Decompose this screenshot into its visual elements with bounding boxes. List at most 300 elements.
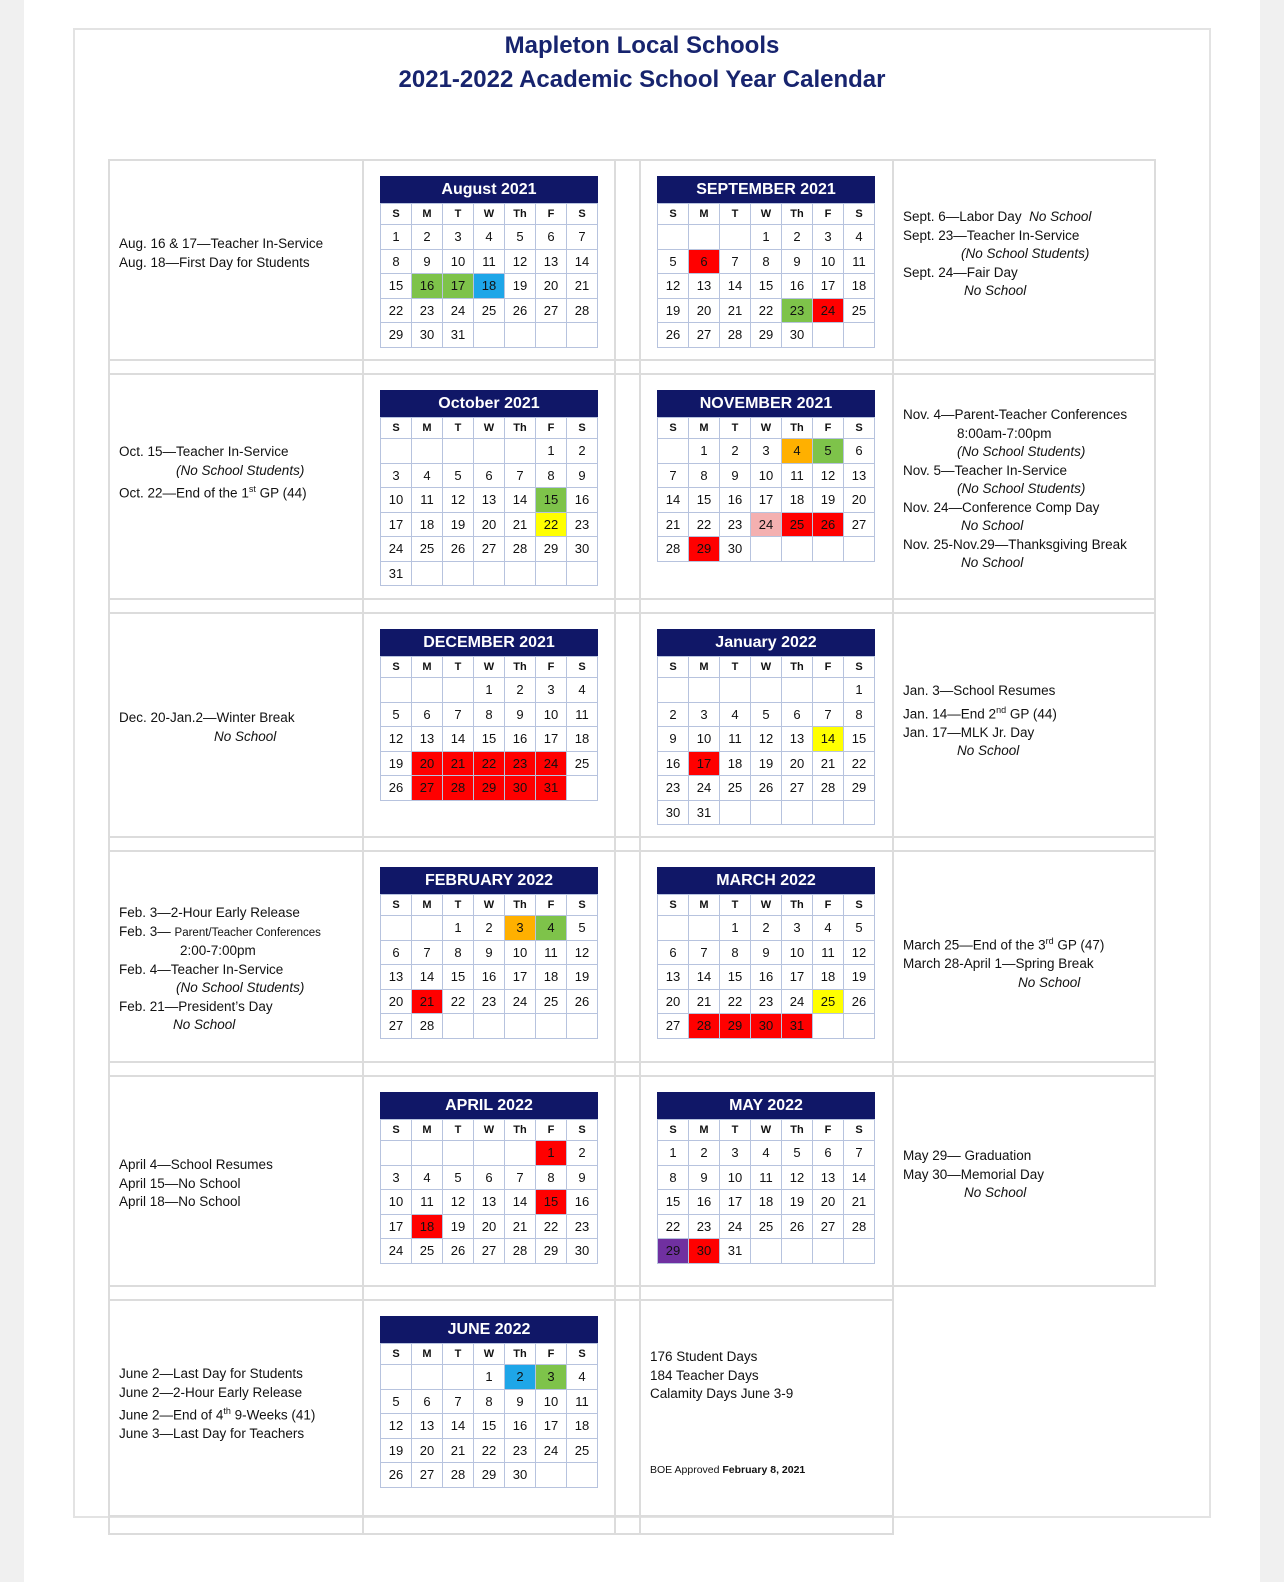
day-cell: 2 bbox=[505, 678, 536, 703]
day-cell: 14 bbox=[443, 727, 474, 752]
month-header: October 2021 bbox=[380, 390, 598, 417]
note-line: (No School Students) bbox=[176, 462, 305, 478]
empty-cell bbox=[443, 561, 474, 586]
day-cell: 19 bbox=[567, 965, 598, 990]
empty-cell bbox=[782, 678, 813, 703]
empty-cell bbox=[567, 1463, 598, 1488]
day-cell: 11 bbox=[813, 940, 844, 965]
empty-cell bbox=[412, 916, 443, 941]
day-cell: 27 bbox=[412, 776, 443, 801]
day-cell: 29 bbox=[474, 1463, 505, 1488]
day-cell: 3 bbox=[720, 1141, 751, 1166]
day-cell: 28 bbox=[443, 1463, 474, 1488]
day-cell: 26 bbox=[658, 323, 689, 348]
note-line: Nov. 5—Teacher In-Service bbox=[903, 462, 1068, 478]
day-cell: 31 bbox=[536, 776, 567, 801]
weekday-label: W bbox=[474, 895, 505, 916]
day-cell: 12 bbox=[782, 1165, 813, 1190]
day-cell: 31 bbox=[720, 1239, 751, 1264]
day-cell: 29 bbox=[658, 1239, 689, 1264]
note-line: No School bbox=[214, 728, 277, 744]
day-cell: 23 bbox=[505, 1438, 536, 1463]
day-cell: 27 bbox=[658, 1014, 689, 1039]
day-cell: 30 bbox=[720, 537, 751, 562]
day-cell: 8 bbox=[720, 940, 751, 965]
weekday-label: T bbox=[720, 1120, 751, 1141]
day-cell: 19 bbox=[844, 965, 875, 990]
note-line: March 28-April 1—Spring Break bbox=[903, 956, 1094, 971]
weekday-label: S bbox=[381, 895, 412, 916]
weekday-label: M bbox=[412, 895, 443, 916]
day-cell: 4 bbox=[751, 1141, 782, 1166]
empty-cell bbox=[381, 1365, 412, 1390]
empty-cell bbox=[412, 439, 443, 464]
note-line: No School bbox=[961, 518, 1024, 533]
day-cell: 30 bbox=[658, 800, 689, 825]
note-line: Feb. 3—2-Hour Early Release bbox=[119, 905, 300, 920]
weekday-label: F bbox=[536, 1344, 567, 1365]
empty-cell bbox=[505, 561, 536, 586]
day-cell: 7 bbox=[567, 225, 598, 250]
day-cell: 29 bbox=[720, 1014, 751, 1039]
day-cell: 4 bbox=[412, 1165, 443, 1190]
day-cell: 21 bbox=[844, 1190, 875, 1215]
day-cell: 28 bbox=[844, 1214, 875, 1239]
day-cell: 6 bbox=[474, 463, 505, 488]
grid-line bbox=[108, 612, 1156, 614]
day-cell: 20 bbox=[474, 1214, 505, 1239]
day-cell: 22 bbox=[658, 1214, 689, 1239]
empty-cell bbox=[844, 1239, 875, 1264]
empty-cell bbox=[474, 1014, 505, 1039]
day-cell: 17 bbox=[751, 488, 782, 513]
empty-cell bbox=[474, 561, 505, 586]
empty-cell bbox=[720, 678, 751, 703]
day-cell: 24 bbox=[782, 989, 813, 1014]
day-cell: 9 bbox=[720, 463, 751, 488]
weekday-label: F bbox=[813, 895, 844, 916]
day-cell: 18 bbox=[567, 727, 598, 752]
empty-cell bbox=[536, 1014, 567, 1039]
note-line bbox=[903, 932, 1104, 955]
note-line: Nov. 24—Conference Comp Day bbox=[903, 499, 1100, 515]
grid-line bbox=[108, 159, 1156, 161]
note-line: Oct. 15—Teacher In-Service bbox=[119, 444, 289, 459]
day-cell: 11 bbox=[844, 249, 875, 274]
empty-cell bbox=[505, 439, 536, 464]
day-cell: 5 bbox=[381, 1389, 412, 1414]
day-cell: 25 bbox=[412, 1239, 443, 1264]
day-cell: 6 bbox=[412, 702, 443, 727]
weekday-label: T bbox=[720, 418, 751, 439]
day-cell: 28 bbox=[505, 1239, 536, 1264]
day-cell: 17 bbox=[782, 965, 813, 990]
note-line: Calamity Days June 3-9 bbox=[650, 1386, 794, 1401]
empty-cell bbox=[813, 1014, 844, 1039]
day-cell: 3 bbox=[505, 916, 536, 941]
notes-november bbox=[903, 406, 1127, 573]
day-cell: 2 bbox=[567, 1141, 598, 1166]
day-cell: 19 bbox=[381, 1438, 412, 1463]
weekday-label: Th bbox=[782, 418, 813, 439]
day-cell: 10 bbox=[751, 463, 782, 488]
day-cell: 25 bbox=[813, 989, 844, 1014]
empty-cell bbox=[381, 439, 412, 464]
day-cell: 28 bbox=[720, 323, 751, 348]
empty-cell bbox=[844, 800, 875, 825]
month-header: DECEMBER 2021 bbox=[380, 629, 598, 656]
day-cell: 7 bbox=[505, 1165, 536, 1190]
day-cell: 10 bbox=[381, 1190, 412, 1215]
weekday-label: Th bbox=[505, 418, 536, 439]
grid-line bbox=[1154, 159, 1156, 1287]
day-cell: 1 bbox=[658, 1141, 689, 1166]
day-cell: 5 bbox=[443, 1165, 474, 1190]
note-text: 9-Weeks (41) bbox=[230, 1407, 316, 1423]
day-cell: 2 bbox=[474, 916, 505, 941]
day-cell: 11 bbox=[567, 1389, 598, 1414]
day-cell: 9 bbox=[689, 1165, 720, 1190]
day-cell: 7 bbox=[844, 1141, 875, 1166]
day-cell: 26 bbox=[381, 1463, 412, 1488]
day-cell: 28 bbox=[689, 1014, 720, 1039]
day-cell: 1 bbox=[536, 1141, 567, 1166]
weekday-label: M bbox=[412, 204, 443, 225]
notes-february bbox=[119, 904, 321, 1035]
day-cell: 19 bbox=[813, 488, 844, 513]
note-line bbox=[903, 701, 1057, 724]
grid-line bbox=[639, 159, 641, 1535]
day-cell: 13 bbox=[412, 1414, 443, 1439]
day-cell: 24 bbox=[536, 751, 567, 776]
weekday-label: T bbox=[443, 418, 474, 439]
note-text: March 25—End of the 3 bbox=[903, 937, 1046, 953]
day-cell: 20 bbox=[381, 989, 412, 1014]
weekday-label: Th bbox=[505, 204, 536, 225]
weekday-label: S bbox=[567, 204, 598, 225]
weekday-label: S bbox=[567, 1120, 598, 1141]
day-cell: 3 bbox=[689, 702, 720, 727]
empty-cell bbox=[689, 678, 720, 703]
empty-cell bbox=[782, 1239, 813, 1264]
day-cell: 17 bbox=[505, 965, 536, 990]
grid-line bbox=[108, 850, 1156, 852]
day-cell: 1 bbox=[381, 225, 412, 250]
weekday-label: W bbox=[474, 418, 505, 439]
day-cell: 14 bbox=[689, 965, 720, 990]
empty-cell bbox=[567, 1014, 598, 1039]
day-cell: 22 bbox=[689, 512, 720, 537]
day-cell: 4 bbox=[567, 1365, 598, 1390]
day-cell: 22 bbox=[536, 1214, 567, 1239]
day-cell: 16 bbox=[782, 274, 813, 299]
notes-december bbox=[119, 709, 295, 746]
month-header: January 2022 bbox=[657, 629, 875, 656]
day-cell: 5 bbox=[813, 439, 844, 464]
note-line: 8:00am-7:00pm bbox=[957, 425, 1052, 441]
day-cell: 30 bbox=[505, 776, 536, 801]
day-cell: 29 bbox=[474, 776, 505, 801]
note-text: GP (44) bbox=[255, 485, 307, 501]
day-cell: 21 bbox=[567, 274, 598, 299]
note-line: Aug. 18—First Day for Students bbox=[119, 254, 310, 270]
day-cell: 22 bbox=[751, 298, 782, 323]
day-cell: 1 bbox=[689, 439, 720, 464]
day-cell: 27 bbox=[474, 1239, 505, 1264]
note-line: No School bbox=[957, 743, 1020, 758]
day-cell: 12 bbox=[751, 727, 782, 752]
month-grid bbox=[380, 1343, 598, 1488]
notes-september bbox=[903, 208, 1091, 301]
day-cell: 20 bbox=[689, 298, 720, 323]
day-cell: 5 bbox=[443, 463, 474, 488]
note-line: 184 Teacher Days bbox=[650, 1367, 759, 1383]
day-cell: 20 bbox=[412, 1438, 443, 1463]
weekday-label: F bbox=[813, 204, 844, 225]
weekday-label: S bbox=[658, 204, 689, 225]
notes-april bbox=[119, 1156, 273, 1212]
note-text: Sept. 6—Labor Day bbox=[903, 209, 1022, 224]
day-cell: 20 bbox=[474, 512, 505, 537]
empty-cell bbox=[505, 1141, 536, 1166]
note-line: Dec. 20-Jan.2—Winter Break bbox=[119, 710, 295, 725]
day-cell: 13 bbox=[536, 249, 567, 274]
month-grid bbox=[380, 894, 598, 1039]
day-cell: 29 bbox=[689, 537, 720, 562]
month-header: MAY 2022 bbox=[657, 1092, 875, 1119]
weekday-label: M bbox=[412, 418, 443, 439]
day-cell: 13 bbox=[474, 1190, 505, 1215]
day-cell: 21 bbox=[443, 751, 474, 776]
weekday-label: T bbox=[443, 204, 474, 225]
day-cell: 31 bbox=[381, 561, 412, 586]
weekday-label: M bbox=[412, 1344, 443, 1365]
day-cell: 9 bbox=[505, 702, 536, 727]
weekday-label: W bbox=[751, 204, 782, 225]
grid-line bbox=[108, 1299, 894, 1301]
day-cell: 29 bbox=[751, 323, 782, 348]
day-cell: 11 bbox=[474, 249, 505, 274]
day-cell: 19 bbox=[505, 274, 536, 299]
day-cell: 31 bbox=[782, 1014, 813, 1039]
day-cell: 18 bbox=[412, 1214, 443, 1239]
month-grid bbox=[380, 1119, 598, 1264]
note-line: June 3—Last Day for Teachers bbox=[119, 1426, 305, 1441]
day-cell: 21 bbox=[720, 298, 751, 323]
notes-may bbox=[903, 1147, 1044, 1203]
grid-line bbox=[108, 1075, 1156, 1077]
weekday-label: M bbox=[689, 418, 720, 439]
month-header: APRIL 2022 bbox=[380, 1092, 598, 1119]
day-cell: 17 bbox=[536, 727, 567, 752]
day-cell: 18 bbox=[813, 965, 844, 990]
day-cell: 6 bbox=[689, 249, 720, 274]
month-grid bbox=[380, 417, 598, 586]
month-calendar bbox=[380, 1092, 598, 1264]
day-cell: 7 bbox=[813, 702, 844, 727]
note-line bbox=[119, 1402, 315, 1425]
day-cell: 30 bbox=[751, 1014, 782, 1039]
day-cell: 13 bbox=[474, 488, 505, 513]
note-line: Jan. 3—School Resumes bbox=[903, 683, 1056, 698]
day-cell: 28 bbox=[505, 537, 536, 562]
day-cell: 25 bbox=[720, 776, 751, 801]
weekday-label: W bbox=[751, 657, 782, 678]
day-cell: 5 bbox=[658, 249, 689, 274]
note-line: (No School Students) bbox=[961, 246, 1090, 261]
day-cell: 27 bbox=[844, 512, 875, 537]
note-text: February 8, 2021 bbox=[722, 1464, 806, 1476]
month-grid bbox=[657, 894, 875, 1039]
day-cell: 6 bbox=[844, 439, 875, 464]
day-cell: 25 bbox=[567, 751, 598, 776]
note-text: nd bbox=[996, 704, 1007, 715]
day-cell: 6 bbox=[474, 1165, 505, 1190]
month-calendar bbox=[380, 1316, 598, 1488]
day-cell: 23 bbox=[689, 1214, 720, 1239]
note-text: No School bbox=[1029, 209, 1092, 224]
weekday-label: F bbox=[536, 1120, 567, 1141]
day-cell: 25 bbox=[844, 298, 875, 323]
weekday-label: S bbox=[381, 204, 412, 225]
empty-cell bbox=[412, 1365, 443, 1390]
day-cell: 9 bbox=[505, 1389, 536, 1414]
day-cell: 1 bbox=[751, 225, 782, 250]
day-cell: 11 bbox=[412, 488, 443, 513]
day-cell: 26 bbox=[443, 537, 474, 562]
note-line bbox=[903, 208, 1091, 227]
day-cell: 1 bbox=[474, 1365, 505, 1390]
day-cell: 5 bbox=[567, 916, 598, 941]
grid-line bbox=[108, 1061, 1156, 1063]
weekday-label: M bbox=[689, 204, 720, 225]
day-cell: 11 bbox=[536, 940, 567, 965]
grid-line bbox=[108, 1533, 894, 1535]
day-cell: 3 bbox=[751, 439, 782, 464]
day-cell: 22 bbox=[844, 751, 875, 776]
note-line: April 18—No School bbox=[119, 1194, 241, 1209]
day-cell: 25 bbox=[567, 1438, 598, 1463]
note-line: Nov. 4—Parent-Teacher Conferences bbox=[903, 407, 1128, 422]
note-line: No School bbox=[1018, 974, 1081, 990]
day-cell: 1 bbox=[536, 439, 567, 464]
day-cell: 19 bbox=[443, 1214, 474, 1239]
day-cell: 24 bbox=[443, 298, 474, 323]
day-cell: 29 bbox=[381, 323, 412, 348]
day-cell: 13 bbox=[782, 727, 813, 752]
day-cell: 30 bbox=[689, 1239, 720, 1264]
weekday-label: Th bbox=[505, 1120, 536, 1141]
weekday-label: Th bbox=[505, 1344, 536, 1365]
day-cell: 5 bbox=[381, 702, 412, 727]
weekday-label: S bbox=[658, 1120, 689, 1141]
day-cell: 2 bbox=[412, 225, 443, 250]
weekday-label: S bbox=[844, 418, 875, 439]
day-cell: 14 bbox=[720, 274, 751, 299]
day-cell: 4 bbox=[412, 463, 443, 488]
empty-cell bbox=[381, 916, 412, 941]
day-cell: 31 bbox=[443, 323, 474, 348]
day-cell: 12 bbox=[844, 940, 875, 965]
weekday-label: S bbox=[567, 1344, 598, 1365]
day-cell: 24 bbox=[813, 298, 844, 323]
day-cell: 12 bbox=[505, 249, 536, 274]
day-cell: 2 bbox=[782, 225, 813, 250]
day-cell: 17 bbox=[720, 1190, 751, 1215]
day-cell: 16 bbox=[505, 727, 536, 752]
day-cell: 15 bbox=[474, 1414, 505, 1439]
empty-cell bbox=[782, 537, 813, 562]
day-cell: 10 bbox=[381, 488, 412, 513]
day-cell: 15 bbox=[474, 727, 505, 752]
note-line bbox=[119, 480, 307, 503]
note-text: Jan. 14—End 2 bbox=[903, 706, 997, 721]
note-text: GP (47) bbox=[1053, 937, 1105, 953]
month-grid bbox=[380, 656, 598, 801]
day-cell: 30 bbox=[505, 1463, 536, 1488]
weekday-label: M bbox=[689, 1120, 720, 1141]
note-line: May 29— Graduation bbox=[903, 1148, 1032, 1163]
empty-cell bbox=[536, 561, 567, 586]
day-cell: 7 bbox=[689, 940, 720, 965]
day-cell: 26 bbox=[751, 776, 782, 801]
calendar-title: 2021-2022 Academic School Year Calendar bbox=[398, 66, 886, 93]
weekday-label: S bbox=[381, 1120, 412, 1141]
day-cell: 3 bbox=[813, 225, 844, 250]
empty-cell bbox=[782, 800, 813, 825]
day-cell: 11 bbox=[720, 727, 751, 752]
day-cell: 14 bbox=[658, 488, 689, 513]
day-cell: 25 bbox=[474, 298, 505, 323]
empty-cell bbox=[505, 323, 536, 348]
empty-cell bbox=[689, 916, 720, 941]
weekday-label: Th bbox=[782, 657, 813, 678]
day-cell: 11 bbox=[782, 463, 813, 488]
day-cell: 11 bbox=[567, 702, 598, 727]
day-cell: 22 bbox=[474, 751, 505, 776]
empty-cell bbox=[536, 1463, 567, 1488]
weekday-label: S bbox=[567, 895, 598, 916]
weekday-label: S bbox=[381, 1344, 412, 1365]
weekday-label: Th bbox=[505, 895, 536, 916]
note-text: rd bbox=[1045, 936, 1054, 946]
weekday-label: T bbox=[443, 1120, 474, 1141]
empty-cell bbox=[751, 678, 782, 703]
grid-line bbox=[108, 836, 1156, 838]
day-cell: 2 bbox=[505, 1365, 536, 1390]
day-cell: 27 bbox=[782, 776, 813, 801]
note-line: Nov. 25-Nov.29—Thanksgiving Break bbox=[903, 536, 1127, 552]
empty-cell bbox=[412, 1141, 443, 1166]
weekday-label: W bbox=[474, 657, 505, 678]
day-cell: 28 bbox=[658, 537, 689, 562]
weekday-label: Th bbox=[782, 895, 813, 916]
school-year-summary bbox=[650, 1348, 793, 1404]
empty-cell bbox=[813, 678, 844, 703]
day-cell: 1 bbox=[844, 678, 875, 703]
day-cell: 24 bbox=[505, 989, 536, 1014]
day-cell: 30 bbox=[567, 1239, 598, 1264]
day-cell: 20 bbox=[782, 751, 813, 776]
month-grid bbox=[380, 203, 598, 348]
day-cell: 15 bbox=[536, 1190, 567, 1215]
empty-cell bbox=[505, 1014, 536, 1039]
day-cell: 20 bbox=[658, 989, 689, 1014]
day-cell: 8 bbox=[844, 702, 875, 727]
day-cell: 3 bbox=[536, 1365, 567, 1390]
day-cell: 2 bbox=[689, 1141, 720, 1166]
weekday-label: F bbox=[813, 657, 844, 678]
